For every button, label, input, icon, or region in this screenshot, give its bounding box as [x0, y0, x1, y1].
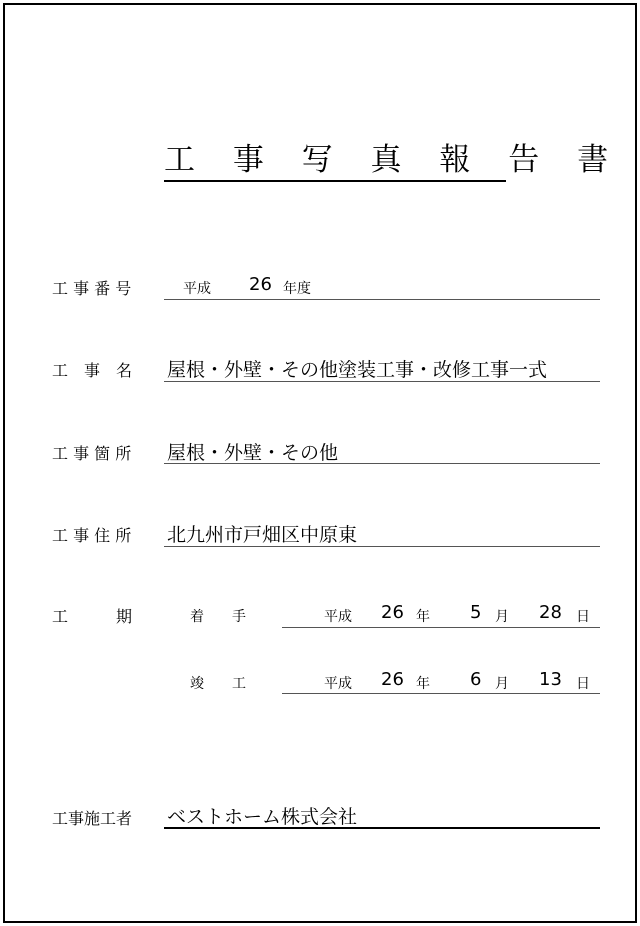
- period-end-year: 26: [381, 669, 404, 690]
- period-start-year: 26: [381, 602, 404, 623]
- period-end-era: 平成: [324, 676, 352, 692]
- period-start-label: 着 手: [190, 609, 246, 625]
- period-start-day: 28: [539, 602, 562, 623]
- period-end-day: 13: [539, 669, 562, 690]
- construction-number-suffix: 年度: [283, 281, 311, 297]
- period-start-day-unit: 日: [576, 609, 590, 625]
- period-start-year-unit: 年: [416, 609, 430, 625]
- construction-number-era: 平成: [183, 281, 211, 297]
- period-end-label: 竣 工: [190, 676, 246, 692]
- construction-address-value: 北九州市戸畑区中原東: [167, 524, 358, 546]
- construction-number-label: 工 事 番 号: [52, 279, 132, 298]
- period-end-year-unit: 年: [416, 676, 430, 692]
- period-start-line: [282, 627, 600, 628]
- construction-name-value: 屋根・外壁・その他塗装工事・改修工事一式: [167, 359, 548, 381]
- contractor-value: ベストホーム株式会社: [167, 806, 358, 828]
- construction-period-label: 工 期: [52, 607, 133, 626]
- period-end-month: 6: [470, 669, 482, 690]
- period-start-era: 平成: [324, 609, 352, 625]
- construction-address-line: [164, 546, 600, 547]
- title-underline: [164, 180, 506, 182]
- document-title: 工 事 写 真 報 告 書: [164, 142, 623, 178]
- construction-location-label: 工 事 箇 所: [52, 444, 132, 463]
- period-start-month: 5: [470, 602, 482, 623]
- period-end-line: [282, 693, 600, 694]
- construction-location-value: 屋根・外壁・その他: [167, 442, 339, 464]
- construction-location-line: [164, 463, 600, 464]
- construction-number-year: 26: [249, 274, 272, 295]
- construction-address-label: 工 事 住 所: [52, 526, 132, 545]
- construction-number-line: [164, 299, 600, 300]
- contractor-label: 工事施工者: [52, 809, 133, 828]
- construction-name-line: [164, 381, 600, 382]
- construction-name-label: 工 事 名: [52, 361, 133, 380]
- period-end-month-unit: 月: [495, 676, 509, 692]
- period-start-month-unit: 月: [495, 609, 509, 625]
- contractor-line: [164, 827, 600, 829]
- period-end-day-unit: 日: [576, 676, 590, 692]
